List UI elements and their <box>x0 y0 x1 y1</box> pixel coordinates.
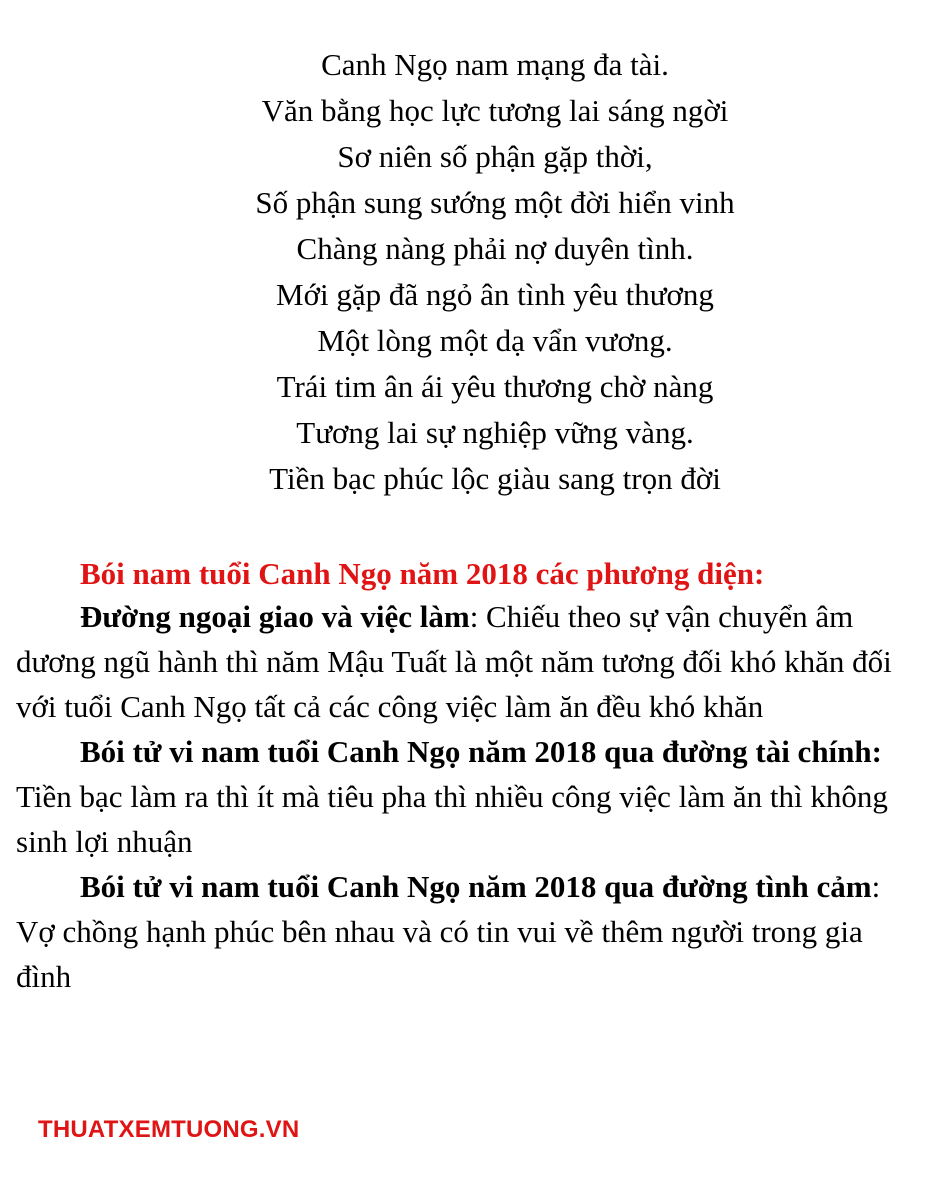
section-heading: Bói nam tuổi Canh Ngọ năm 2018 các phương diện: <box>80 556 765 591</box>
poem-line: Chàng nàng phải nợ duyên tình. <box>296 231 694 266</box>
paragraph-career <box>16 594 911 729</box>
poem-line: Tiền bạc phúc lộc giàu sang trọn đời <box>269 461 721 496</box>
site-watermark: THUATXEMTUONG.VN <box>38 1116 300 1143</box>
poem-line: Canh Ngọ nam mạng đa tài. <box>321 47 669 82</box>
section-body <box>16 594 911 999</box>
paragraph-text: Tiền bạc làm ra thì ít mà tiêu pha thì nhiều công việc làm ăn thì không sinh lợi nhuận <box>16 779 888 859</box>
paragraph-text: : Chiếu theo sự vận chuyển âm dương ngũ hành thì năm Mậu Tuất là một năm tương đối khó khăn đối với tuổi Canh Ngọ tất cả các công việc làm ăn đều khó khăn <box>16 599 892 724</box>
poem <box>0 42 927 502</box>
poem-line: Văn bằng học lực tương lai sáng ngời <box>261 93 729 128</box>
paragraph-text: : Vợ chồng hạnh phúc bên nhau và có tin vui về thêm người trong gia đình <box>16 869 881 994</box>
poem-line: Tương lai sự nghiệp vững vàng. <box>296 415 694 450</box>
poem-line: Mới gặp đã ngỏ ân tình yêu thương <box>276 277 714 312</box>
poem-line: Một lòng một dạ vẩn vương. <box>317 323 673 358</box>
paragraph-lead: Đường ngoại giao và việc làm <box>80 599 470 634</box>
poem-line: Trái tim ân ái yêu thương chờ nàng <box>276 369 714 404</box>
poem-line: Số phận sung sướng một đời hiển vinh <box>255 185 735 220</box>
poem-line: Sơ niên số phận gặp thời, <box>337 139 653 174</box>
paragraph-lead: Bói tử vi nam tuổi Canh Ngọ năm 2018 qua đường tình cảm <box>80 869 872 904</box>
paragraph-love <box>16 864 911 999</box>
paragraph-finance <box>16 729 911 864</box>
paragraph-lead: Bói tử vi nam tuổi Canh Ngọ năm 2018 qua đường tài chính: <box>80 734 882 769</box>
